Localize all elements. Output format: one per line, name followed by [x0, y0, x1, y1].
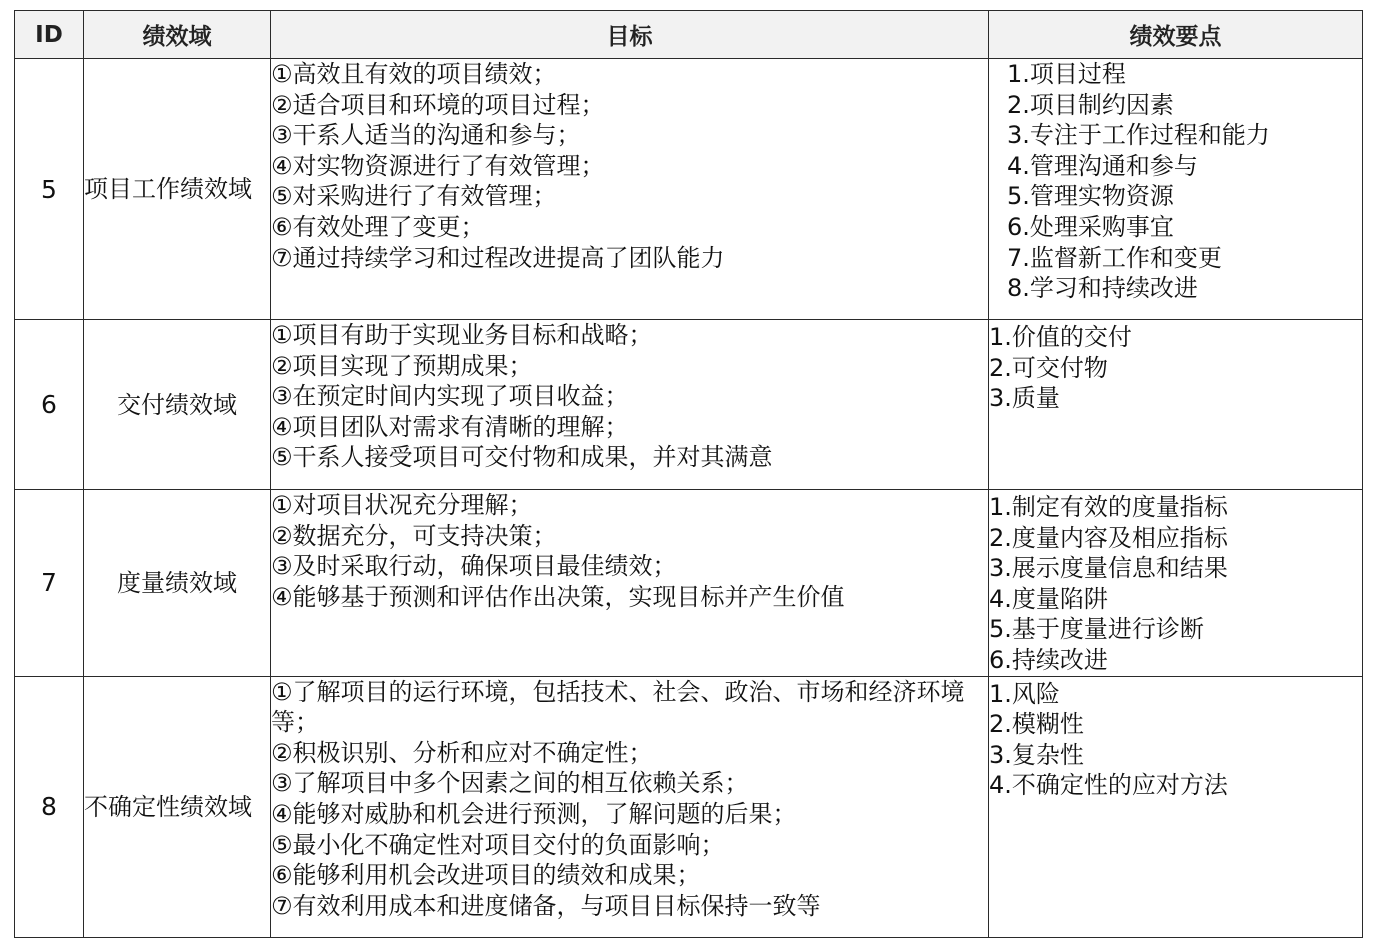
row-domain: 不确定性绩效域 — [84, 676, 271, 937]
row-points — [989, 676, 1363, 937]
point-item: 8.学习和持续改进 — [1007, 274, 1198, 303]
goal-item: ⑦通过持续学习和过程改进提高了团队能力 — [271, 243, 725, 272]
point-item: 3.复杂性 — [989, 740, 1084, 769]
point-item: 2.度量内容及相应指标 — [989, 523, 1228, 552]
point-item: 1.项目过程 — [1007, 60, 1126, 88]
row-domain: 度量绩效域 — [84, 490, 271, 677]
goal-item: ①了解项目的运行环境，包括技术、社会、政治、市场和经济环境等； — [271, 677, 965, 737]
row-id: 5 — [15, 59, 84, 320]
goal-item: ⑦有效利用成本和进度储备，与项目目标保持一致等 — [271, 891, 821, 920]
point-item: 6.处理采购事宜 — [1007, 212, 1174, 241]
header-goals: 目标 — [271, 11, 989, 59]
goal-item: ②数据充分，可支持决策； — [271, 521, 557, 550]
point-item: 7.监督新工作和变更 — [1007, 243, 1222, 272]
row-id: 7 — [15, 490, 84, 677]
table-row — [15, 320, 1363, 490]
row-goals — [271, 676, 989, 937]
table-row — [15, 676, 1363, 937]
header-domain: 绩效域 — [84, 11, 271, 59]
goal-item: ①对项目状况充分理解； — [271, 491, 533, 519]
performance-domain-table — [14, 10, 1363, 938]
point-item: 2.可交付物 — [989, 353, 1108, 382]
goal-item: ②积极识别、分析和应对不确定性； — [271, 738, 653, 767]
point-item: 2.模糊性 — [989, 710, 1084, 739]
point-item: 2.项目制约因素 — [1007, 90, 1174, 119]
row-goals — [271, 490, 989, 677]
point-item: 1.制定有效的度量指标 — [989, 493, 1228, 521]
row-points — [989, 59, 1363, 320]
point-item: 4.管理沟通和参与 — [1007, 151, 1198, 180]
goal-item: ⑥有效处理了变更； — [271, 212, 485, 241]
point-item: 5.基于度量进行诊断 — [989, 615, 1204, 644]
header-row — [15, 11, 1363, 59]
goal-item: ④对实物资源进行了有效管理； — [271, 151, 605, 180]
point-item: 1.价值的交付 — [989, 323, 1132, 351]
table-row — [15, 490, 1363, 677]
row-goals — [271, 59, 989, 320]
goal-item: ④项目团队对需求有清晰的理解； — [271, 412, 629, 441]
goal-item: ②项目实现了预期成果； — [271, 351, 533, 380]
goal-item: ⑤对采购进行了有效管理； — [271, 182, 557, 211]
point-item: 4.不确定性的应对方法 — [989, 771, 1228, 800]
point-item: 6.持续改进 — [989, 645, 1108, 674]
point-item: 1.风险 — [989, 679, 1060, 708]
row-goals — [271, 320, 989, 490]
point-item: 3.展示度量信息和结果 — [989, 554, 1228, 583]
header-points: 绩效要点 — [989, 11, 1363, 59]
row-domain: 项目工作绩效域 — [84, 59, 271, 320]
point-item: 3.质量 — [989, 384, 1060, 413]
point-item: 5.管理实物资源 — [1007, 182, 1174, 211]
goal-item: ①项目有助于实现业务目标和战略； — [271, 321, 653, 349]
goal-item: ④能够对威胁和机会进行预测，了解问题的后果； — [271, 799, 797, 828]
row-id: 8 — [15, 676, 84, 937]
row-domain: 交付绩效域 — [84, 320, 271, 490]
goal-item: ②适合项目和环境的项目过程； — [271, 90, 605, 119]
goal-item: ③了解项目中多个因素之间的相互依赖关系； — [271, 769, 749, 798]
goal-item: ③在预定时间内实现了项目收益； — [271, 382, 629, 411]
point-item: 4.度量陷阱 — [989, 584, 1108, 613]
header-id: ID — [15, 11, 84, 59]
goal-item: ③干系人适当的沟通和参与； — [271, 121, 581, 150]
goal-item: ③及时采取行动，确保项目最佳绩效； — [271, 552, 677, 581]
row-id: 6 — [15, 320, 84, 490]
goal-item: ④能够基于预测和评估作出决策，实现目标并产生价值 — [271, 582, 845, 611]
point-item: 3.专注于工作过程和能力 — [1007, 121, 1270, 150]
goal-item: ⑥能够利用机会改进项目的绩效和成果； — [271, 861, 701, 890]
goal-item: ①高效且有效的项目绩效； — [271, 60, 557, 88]
row-points — [989, 490, 1363, 677]
row-points — [989, 320, 1363, 490]
table-row — [15, 59, 1363, 320]
goal-item: ⑤干系人接受项目可交付物和成果，并对其满意 — [271, 443, 773, 472]
goal-item: ⑤最小化不确定性对项目交付的负面影响； — [271, 830, 725, 859]
